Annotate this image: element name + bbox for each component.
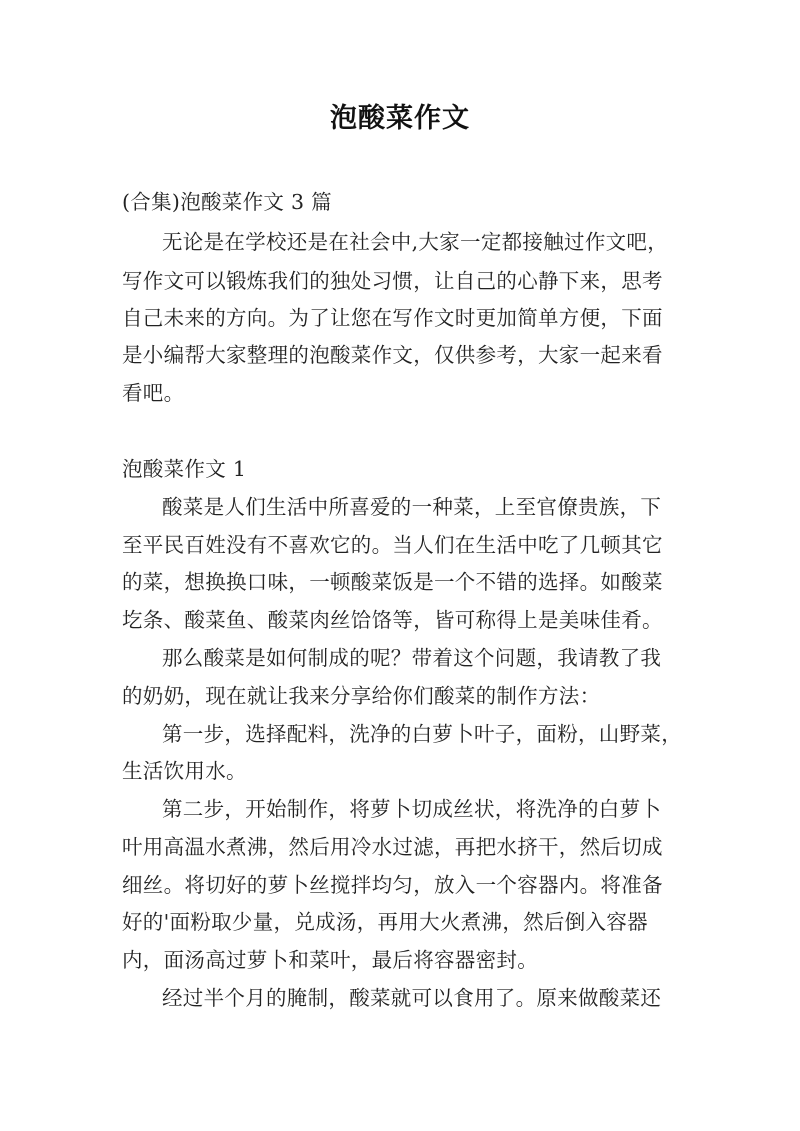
- body-line: 好的'面粉取少量，兑成汤，再用大火煮沸，然后倒入容器: [122, 910, 648, 934]
- body-line: 经过半个月的腌制，酸菜就可以食用了。原来做酸菜还: [162, 986, 662, 1010]
- body-line: 那么酸菜是如何制成的呢？带着这个问题，我请教了我: [162, 646, 662, 670]
- body-line: 的奶奶，现在就让我来分享给你们酸菜的制作方法：: [122, 684, 601, 708]
- body-line: 生活饮用水。: [122, 759, 247, 783]
- body-line: 至平民百姓没有不喜欢它的。当人们在生活中吃了几顿其它: [122, 533, 663, 557]
- body-line: 细丝。将切好的萝卜丝搅拌均匀，放入一个容器内。将准备: [122, 873, 663, 897]
- intro-line: 自己未来的方向。为了让您在写作文时更加简单方便，下面: [122, 306, 663, 330]
- document-title: 泡酸菜作文: [330, 103, 470, 134]
- body-line: 圪条、酸菜鱼、酸菜肉丝饸饹等，皆可称得上是美味佳肴。: [122, 608, 663, 632]
- body-line: 内，面汤高过萝卜和菜叶，最后将容器密封。: [122, 948, 538, 972]
- body-line: 第二步，开始制作，将萝卜切成丝状，将洗净的白萝卜: [162, 797, 662, 821]
- intro-line: 看吧。: [122, 381, 185, 405]
- intro-line: 是小编帮大家整理的泡酸菜作文，仅供参考，大家一起来看: [122, 343, 663, 367]
- intro-line: 写作文可以锻炼我们的独处习惯，让自己的心静下来，思考: [122, 269, 663, 293]
- section-heading: 泡酸菜作文 1: [122, 457, 247, 481]
- body-line: 酸菜是人们生活中所喜爱的一种菜，上至官僚贵族，下: [162, 495, 662, 519]
- intro-line: 无论是在学校还是在社会中,大家一定都接触过作文吧，: [162, 230, 669, 254]
- document-subtitle: (合集)泡酸菜作文 3 篇: [122, 190, 332, 214]
- body-line: 叶用高温水煮沸，然后用冷水过滤，再把水挤干，然后切成: [122, 835, 663, 859]
- body-line: 第一步，选择配料，洗净的白萝卜叶子，面粉，山野菜，: [162, 722, 682, 746]
- body-line: 的菜，想换换口味，一顿酸菜饭是一个不错的选择。如酸菜: [122, 570, 663, 594]
